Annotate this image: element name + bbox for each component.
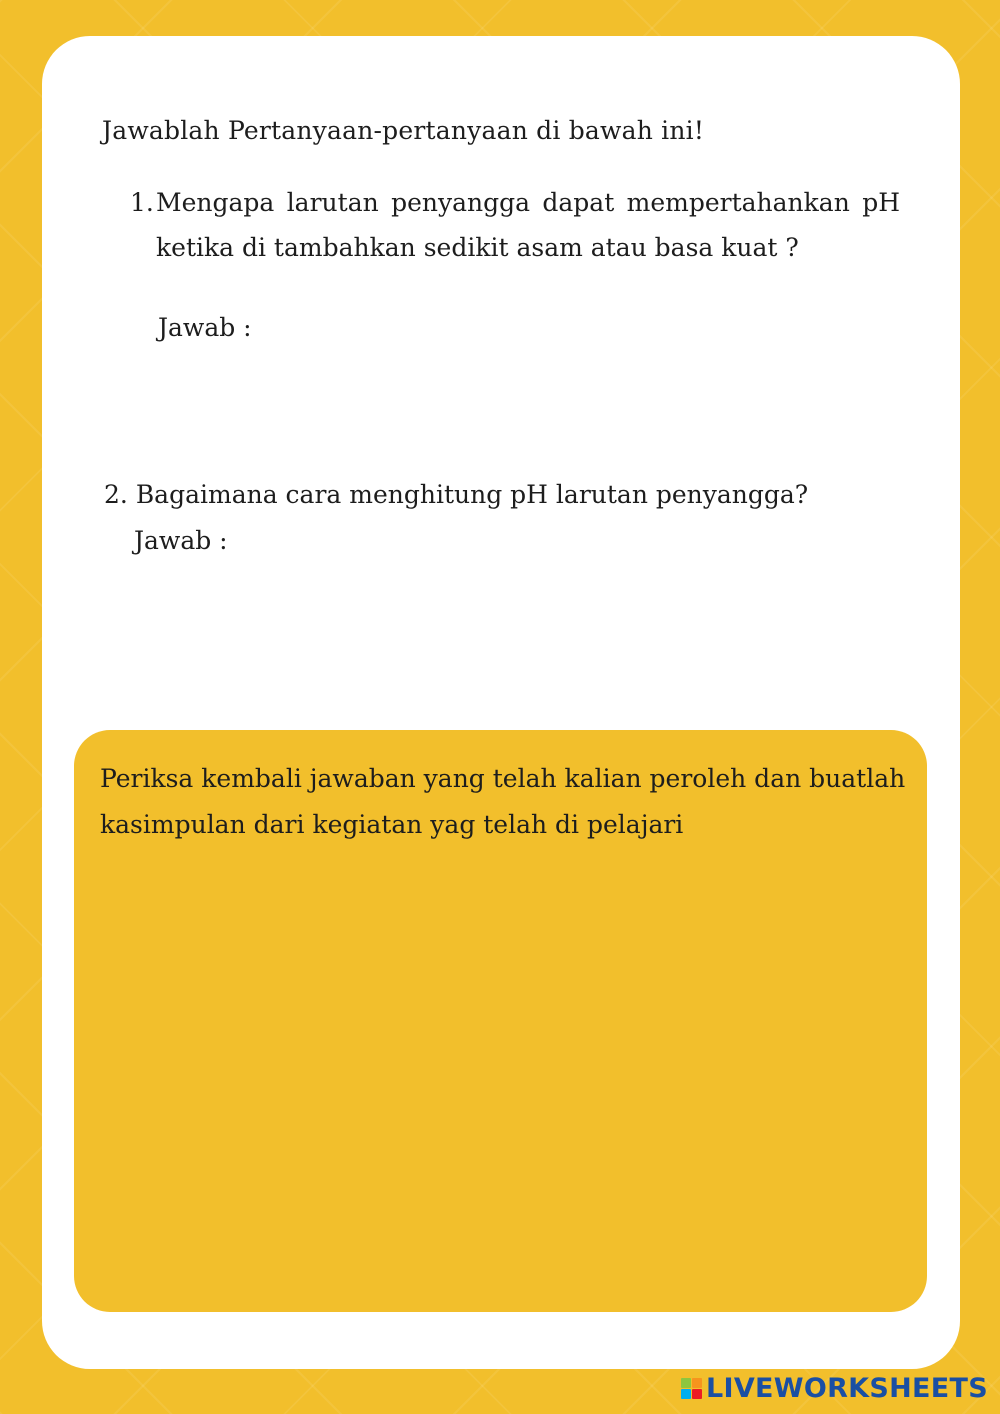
logo-square-4 xyxy=(692,1389,702,1399)
question-2-text: Bagaimana cara menghitung pH larutan penyangga? xyxy=(135,480,809,509)
conclusion-box xyxy=(74,730,927,1312)
question-1-answer-label: Jawab : xyxy=(158,313,252,342)
question-2-number: 2. xyxy=(104,480,128,509)
question-2 xyxy=(104,480,808,509)
brand-name: LIVEWORKSHEETS xyxy=(705,1373,988,1404)
worksheet-card xyxy=(42,36,960,1369)
logo-square-3 xyxy=(681,1389,691,1399)
logo-square-2 xyxy=(692,1378,702,1388)
liveworksheets-logo-icon xyxy=(681,1378,702,1399)
question-1 xyxy=(130,180,900,270)
question-1-text: Mengapa larutan penyangga dapat mempertahankan pH ketika di tambahkan sedikit asam atau basa kuat ? xyxy=(156,188,900,262)
liveworksheets-brand xyxy=(681,1373,988,1404)
question-2-answer-label: Jawab : xyxy=(134,526,228,555)
logo-square-1 xyxy=(681,1378,691,1388)
question-1-number: 1. xyxy=(130,188,154,217)
conclusion-text: Periksa kembali jawaban yang telah kalian peroleh dan buatlah kasimpulan dari kegiatan yag telah di pelajari xyxy=(100,764,906,839)
instruction-text: Jawablah Pertanyaan-pertanyaan di bawah ini! xyxy=(102,116,705,145)
